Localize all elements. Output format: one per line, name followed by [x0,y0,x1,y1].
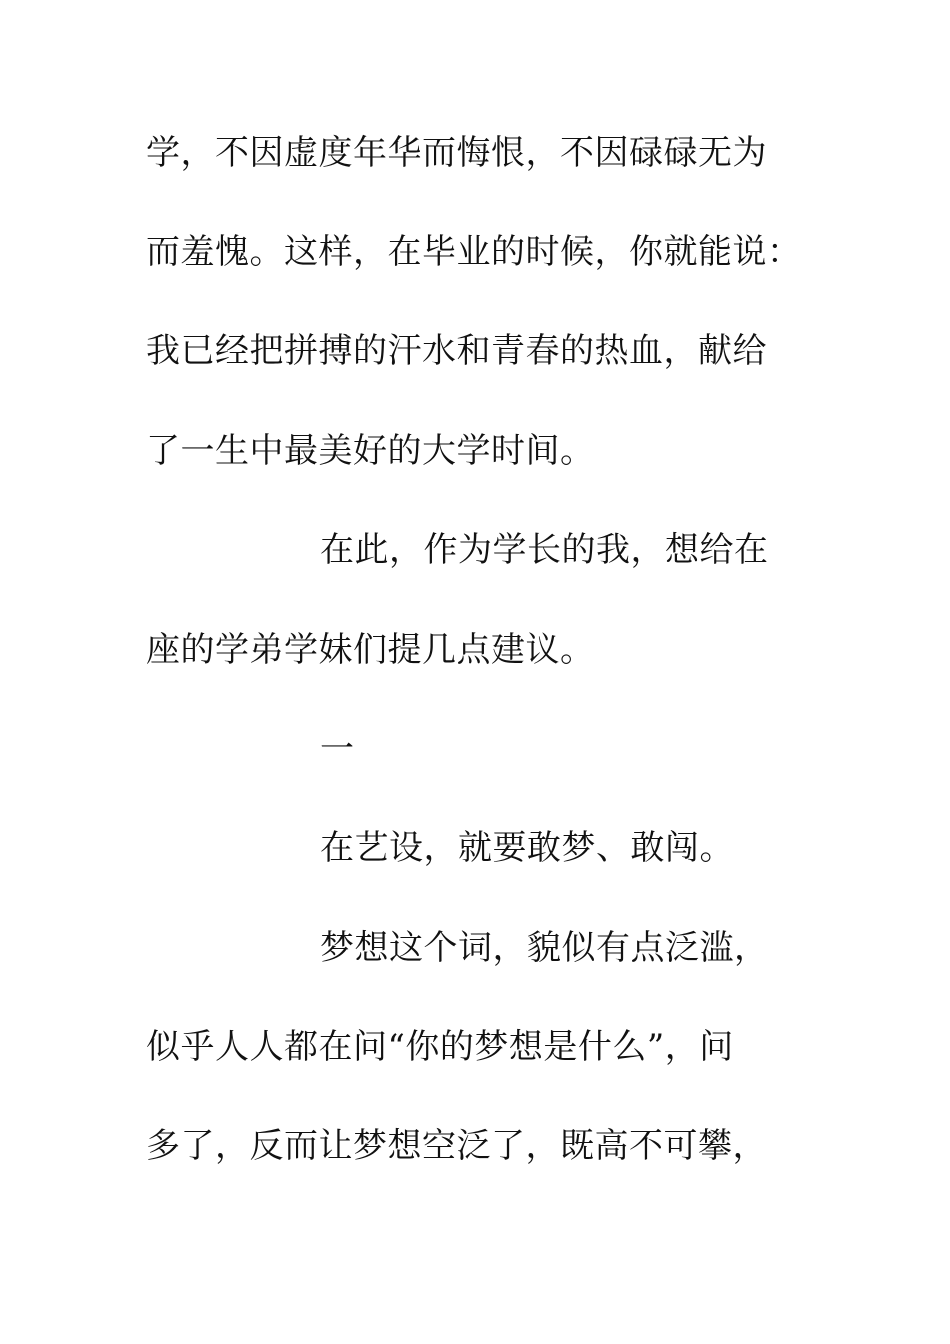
text-line: 我已经把拼搏的汗水和青春的热血，献给 [146,331,767,371]
section-number: 一 [320,729,355,769]
text-line: 学，不因虚度年华而悔恨，不因碌碌无为 [146,133,767,173]
text-line: 似乎人人都在问“你的梦想是什么”，问 [146,1027,734,1067]
paragraph-start-line: 在此，作为学长的我，想给在 [320,530,769,570]
text-line: 而羞愧。这样，在毕业的时候，你就能说： [146,232,802,272]
text-line: 了一生中最美好的大学时间。 [146,431,595,471]
section-heading: 在艺设，就要敢梦、敢闯。 [320,828,734,868]
text-line: 座的学弟学妹们提几点建议。 [146,630,595,670]
paragraph-start-line: 梦想这个词，貌似有点泛滥， [320,928,769,968]
text-line: 多了，反而让梦想空泛了，既高不可攀， [146,1126,767,1166]
